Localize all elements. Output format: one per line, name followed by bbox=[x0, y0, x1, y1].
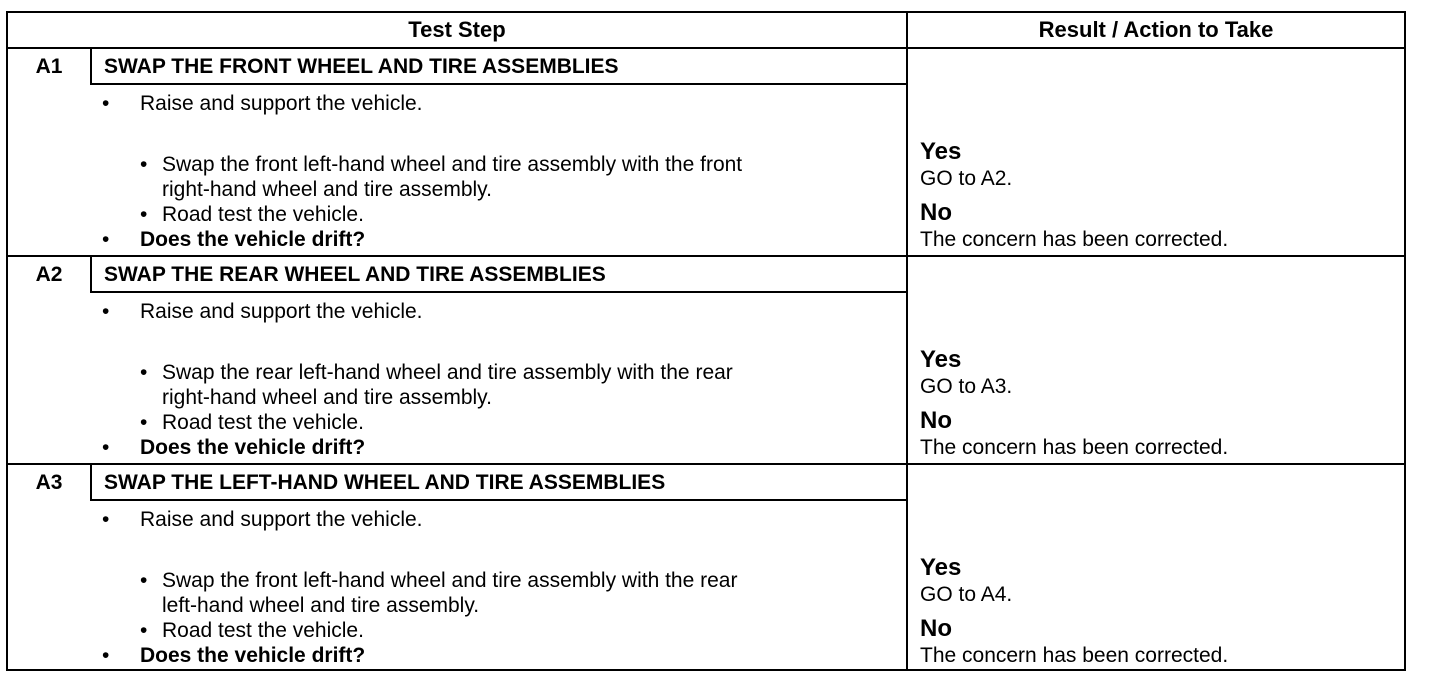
step-question: Does the vehicle drift? bbox=[140, 644, 366, 667]
step-line: Raise and support the vehicle. bbox=[140, 508, 423, 531]
step-title: SWAP THE REAR WHEEL AND TIRE ASSEMBLIES bbox=[104, 263, 606, 286]
sub-step-line: Swap the rear left-hand wheel and tire assembly with the rear bbox=[162, 361, 733, 384]
yes-label: Yes bbox=[920, 138, 962, 165]
sub-step-line: Road test the vehicle. bbox=[162, 411, 364, 434]
column-divider bbox=[906, 13, 908, 669]
step-id: A3 bbox=[35, 471, 63, 494]
diagnostic-table bbox=[6, 11, 1406, 671]
no-action: The concern has been corrected. bbox=[920, 436, 1229, 459]
step-question: Does the vehicle drift? bbox=[140, 436, 366, 459]
id-divider bbox=[90, 49, 92, 85]
step-question: Does the vehicle drift? bbox=[140, 228, 366, 251]
sub-step-line: Swap the front left-hand wheel and tire assembly with the front bbox=[162, 153, 743, 176]
sub-step-line: Swap the front left-hand wheel and tire assembly with the rear bbox=[162, 569, 738, 592]
sub-step-line-cont: right-hand wheel and tire assembly. bbox=[162, 386, 492, 409]
sub-bullet: • bbox=[140, 411, 148, 434]
header-result-action: Result / Action to Take bbox=[1038, 17, 1274, 42]
sub-bullet: • bbox=[140, 361, 148, 384]
step-line: Raise and support the vehicle. bbox=[140, 92, 423, 115]
step-id: A2 bbox=[35, 263, 63, 286]
yes-action: GO to A2. bbox=[920, 167, 1013, 190]
bullet: • bbox=[102, 300, 110, 323]
sub-bullet: • bbox=[140, 153, 148, 176]
sub-step-line-cont: left-hand wheel and tire assembly. bbox=[162, 594, 480, 617]
yes-action: GO to A4. bbox=[920, 583, 1013, 606]
step-title: SWAP THE LEFT-HAND WHEEL AND TIRE ASSEMBLIES bbox=[104, 471, 666, 494]
id-divider bbox=[90, 257, 92, 293]
bullet: • bbox=[102, 436, 110, 459]
step-title: SWAP THE FRONT WHEEL AND TIRE ASSEMBLIES bbox=[104, 55, 619, 78]
no-label: No bbox=[920, 199, 952, 226]
bullet: • bbox=[102, 228, 110, 251]
title-underline bbox=[90, 291, 906, 293]
title-underline bbox=[90, 499, 906, 501]
sub-step-line: Road test the vehicle. bbox=[162, 619, 364, 642]
bullet: • bbox=[102, 644, 110, 667]
sub-bullet: • bbox=[140, 203, 148, 226]
yes-label: Yes bbox=[920, 346, 962, 373]
yes-label: Yes bbox=[920, 554, 962, 581]
no-action: The concern has been corrected. bbox=[920, 644, 1229, 667]
sub-step-line: Road test the vehicle. bbox=[162, 203, 364, 226]
header-test-step: Test Step bbox=[408, 17, 506, 42]
no-action: The concern has been corrected. bbox=[920, 228, 1229, 251]
no-label: No bbox=[920, 407, 952, 434]
id-divider bbox=[90, 465, 92, 501]
no-label: No bbox=[920, 615, 952, 642]
sub-step-line-cont: right-hand wheel and tire assembly. bbox=[162, 178, 492, 201]
sub-bullet: • bbox=[140, 619, 148, 642]
yes-action: GO to A3. bbox=[920, 375, 1013, 398]
title-underline bbox=[90, 83, 906, 85]
sub-bullet: • bbox=[140, 569, 148, 592]
step-line: Raise and support the vehicle. bbox=[140, 300, 423, 323]
bullet: • bbox=[102, 92, 110, 115]
bullet: • bbox=[102, 508, 110, 531]
step-id: A1 bbox=[35, 55, 63, 78]
